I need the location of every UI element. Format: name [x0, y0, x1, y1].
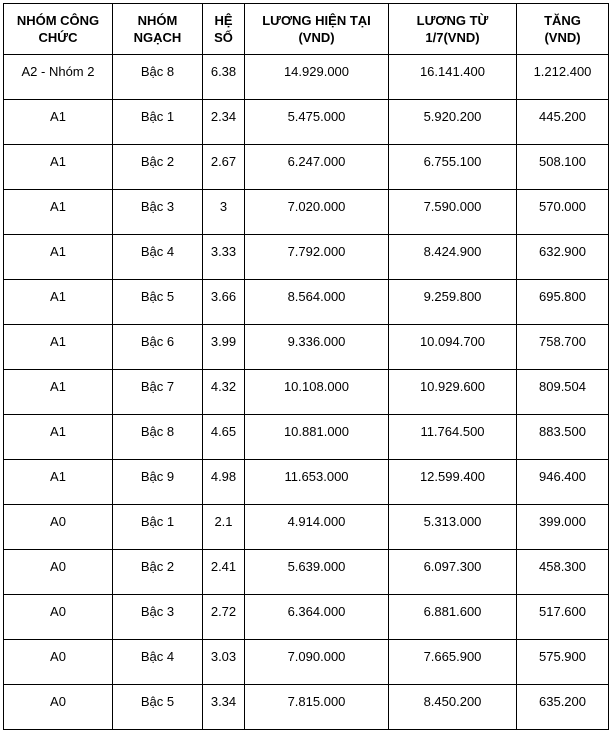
table-row — [4, 280, 609, 325]
cell-grade-group: Bậc 8 — [113, 415, 203, 460]
cell-increase: 1.212.400 — [517, 55, 609, 100]
header-civil-servant-group — [4, 4, 113, 55]
cell-increase: 508.100 — [517, 145, 609, 190]
header-line: SỐ — [214, 30, 233, 45]
header-line: LƯƠNG TỪ — [416, 13, 489, 28]
cell-salary-from-july: 8.450.200 — [389, 685, 517, 730]
cell-grade-group: Bậc 5 — [113, 685, 203, 730]
table-row — [4, 685, 609, 730]
cell-civil-servant-group: A0 — [4, 550, 113, 595]
cell-coefficient: 3.33 — [203, 235, 245, 280]
cell-salary-from-july: 6.097.300 — [389, 550, 517, 595]
cell-increase: 570.000 — [517, 190, 609, 235]
cell-current-salary: 7.020.000 — [245, 190, 389, 235]
header-line: TĂNG — [544, 13, 581, 28]
cell-grade-group: Bậc 4 — [113, 235, 203, 280]
cell-coefficient: 4.65 — [203, 415, 245, 460]
cell-grade-group: Bậc 9 — [113, 460, 203, 505]
cell-current-salary: 5.639.000 — [245, 550, 389, 595]
cell-civil-servant-group: A1 — [4, 100, 113, 145]
cell-increase: 575.900 — [517, 640, 609, 685]
cell-civil-servant-group: A0 — [4, 640, 113, 685]
cell-coefficient: 3.66 — [203, 280, 245, 325]
cell-civil-servant-group: A2 - Nhóm 2 — [4, 55, 113, 100]
cell-salary-from-july: 6.755.100 — [389, 145, 517, 190]
cell-salary-from-july: 12.599.400 — [389, 460, 517, 505]
cell-salary-from-july: 9.259.800 — [389, 280, 517, 325]
cell-increase: 809.504 — [517, 370, 609, 415]
header-line: NHÓM CÔNG — [16, 13, 100, 28]
table-row — [4, 145, 609, 190]
cell-current-salary: 7.090.000 — [245, 640, 389, 685]
table-row — [4, 415, 609, 460]
cell-current-salary: 6.364.000 — [245, 595, 389, 640]
cell-civil-servant-group: A0 — [4, 505, 113, 550]
cell-civil-servant-group: A1 — [4, 280, 113, 325]
cell-salary-from-july: 5.313.000 — [389, 505, 517, 550]
cell-increase: 632.900 — [517, 235, 609, 280]
cell-grade-group: Bậc 2 — [113, 550, 203, 595]
cell-grade-group: Bậc 1 — [113, 505, 203, 550]
cell-grade-group: Bậc 5 — [113, 280, 203, 325]
header-salary-from-july — [389, 4, 517, 55]
cell-current-salary: 11.653.000 — [245, 460, 389, 505]
salary-table — [3, 3, 609, 730]
cell-increase: 399.000 — [517, 505, 609, 550]
table-row — [4, 460, 609, 505]
cell-increase: 695.800 — [517, 280, 609, 325]
cell-civil-servant-group: A1 — [4, 235, 113, 280]
table-row — [4, 640, 609, 685]
cell-salary-from-july: 7.590.000 — [389, 190, 517, 235]
cell-salary-from-july: 5.920.200 — [389, 100, 517, 145]
cell-coefficient: 4.32 — [203, 370, 245, 415]
cell-civil-servant-group: A1 — [4, 325, 113, 370]
cell-current-salary: 9.336.000 — [245, 325, 389, 370]
header-increase — [517, 4, 609, 55]
cell-current-salary: 7.815.000 — [245, 685, 389, 730]
table-row — [4, 325, 609, 370]
table-body — [4, 55, 609, 730]
header-row — [4, 4, 609, 55]
cell-coefficient: 2.34 — [203, 100, 245, 145]
cell-current-salary: 6.247.000 — [245, 145, 389, 190]
header-line: NGẠCH — [133, 30, 182, 45]
header-line: CHỨC — [38, 30, 78, 45]
cell-current-salary: 5.475.000 — [245, 100, 389, 145]
cell-grade-group: Bậc 7 — [113, 370, 203, 415]
cell-current-salary: 14.929.000 — [245, 55, 389, 100]
header-line: 1/7(VND) — [425, 30, 480, 45]
cell-current-salary: 10.108.000 — [245, 370, 389, 415]
header-coefficient — [203, 4, 245, 55]
table-row — [4, 190, 609, 235]
table-row — [4, 595, 609, 640]
header-line: LƯƠNG HIỆN TẠI — [262, 13, 371, 28]
cell-grade-group: Bậc 8 — [113, 55, 203, 100]
cell-current-salary: 7.792.000 — [245, 235, 389, 280]
cell-current-salary: 4.914.000 — [245, 505, 389, 550]
header-line: HỆ — [214, 13, 233, 28]
cell-grade-group: Bậc 6 — [113, 325, 203, 370]
cell-coefficient: 6.38 — [203, 55, 245, 100]
cell-increase: 458.300 — [517, 550, 609, 595]
header-line: (VND) — [298, 30, 335, 45]
cell-coefficient: 3.99 — [203, 325, 245, 370]
cell-coefficient: 3.34 — [203, 685, 245, 730]
header-line: NHÓM — [137, 13, 178, 28]
cell-grade-group: Bậc 1 — [113, 100, 203, 145]
cell-salary-from-july: 10.929.600 — [389, 370, 517, 415]
cell-grade-group: Bậc 3 — [113, 190, 203, 235]
cell-coefficient: 2.1 — [203, 505, 245, 550]
cell-coefficient: 2.41 — [203, 550, 245, 595]
cell-increase: 946.400 — [517, 460, 609, 505]
cell-increase: 635.200 — [517, 685, 609, 730]
cell-current-salary: 10.881.000 — [245, 415, 389, 460]
cell-increase: 517.600 — [517, 595, 609, 640]
header-current-salary — [245, 4, 389, 55]
cell-civil-servant-group: A1 — [4, 190, 113, 235]
table-row — [4, 370, 609, 415]
cell-civil-servant-group: A1 — [4, 145, 113, 190]
table-row — [4, 100, 609, 145]
cell-coefficient: 3 — [203, 190, 245, 235]
cell-coefficient: 4.98 — [203, 460, 245, 505]
header-grade-group — [113, 4, 203, 55]
cell-current-salary: 8.564.000 — [245, 280, 389, 325]
cell-increase: 445.200 — [517, 100, 609, 145]
cell-salary-from-july: 6.881.600 — [389, 595, 517, 640]
header-line: (VND) — [544, 30, 581, 45]
cell-increase: 883.500 — [517, 415, 609, 460]
cell-civil-servant-group: A1 — [4, 370, 113, 415]
cell-civil-servant-group: A0 — [4, 685, 113, 730]
cell-salary-from-july: 16.141.400 — [389, 55, 517, 100]
table-row — [4, 505, 609, 550]
cell-salary-from-july: 10.094.700 — [389, 325, 517, 370]
cell-coefficient: 2.72 — [203, 595, 245, 640]
cell-salary-from-july: 7.665.900 — [389, 640, 517, 685]
table-row — [4, 235, 609, 280]
table-row — [4, 550, 609, 595]
cell-increase: 758.700 — [517, 325, 609, 370]
cell-grade-group: Bậc 2 — [113, 145, 203, 190]
cell-coefficient: 3.03 — [203, 640, 245, 685]
cell-grade-group: Bậc 3 — [113, 595, 203, 640]
cell-civil-servant-group: A1 — [4, 415, 113, 460]
cell-salary-from-july: 11.764.500 — [389, 415, 517, 460]
cell-salary-from-july: 8.424.900 — [389, 235, 517, 280]
cell-civil-servant-group: A1 — [4, 460, 113, 505]
table-row — [4, 55, 609, 100]
cell-civil-servant-group: A0 — [4, 595, 113, 640]
cell-grade-group: Bậc 4 — [113, 640, 203, 685]
cell-coefficient: 2.67 — [203, 145, 245, 190]
